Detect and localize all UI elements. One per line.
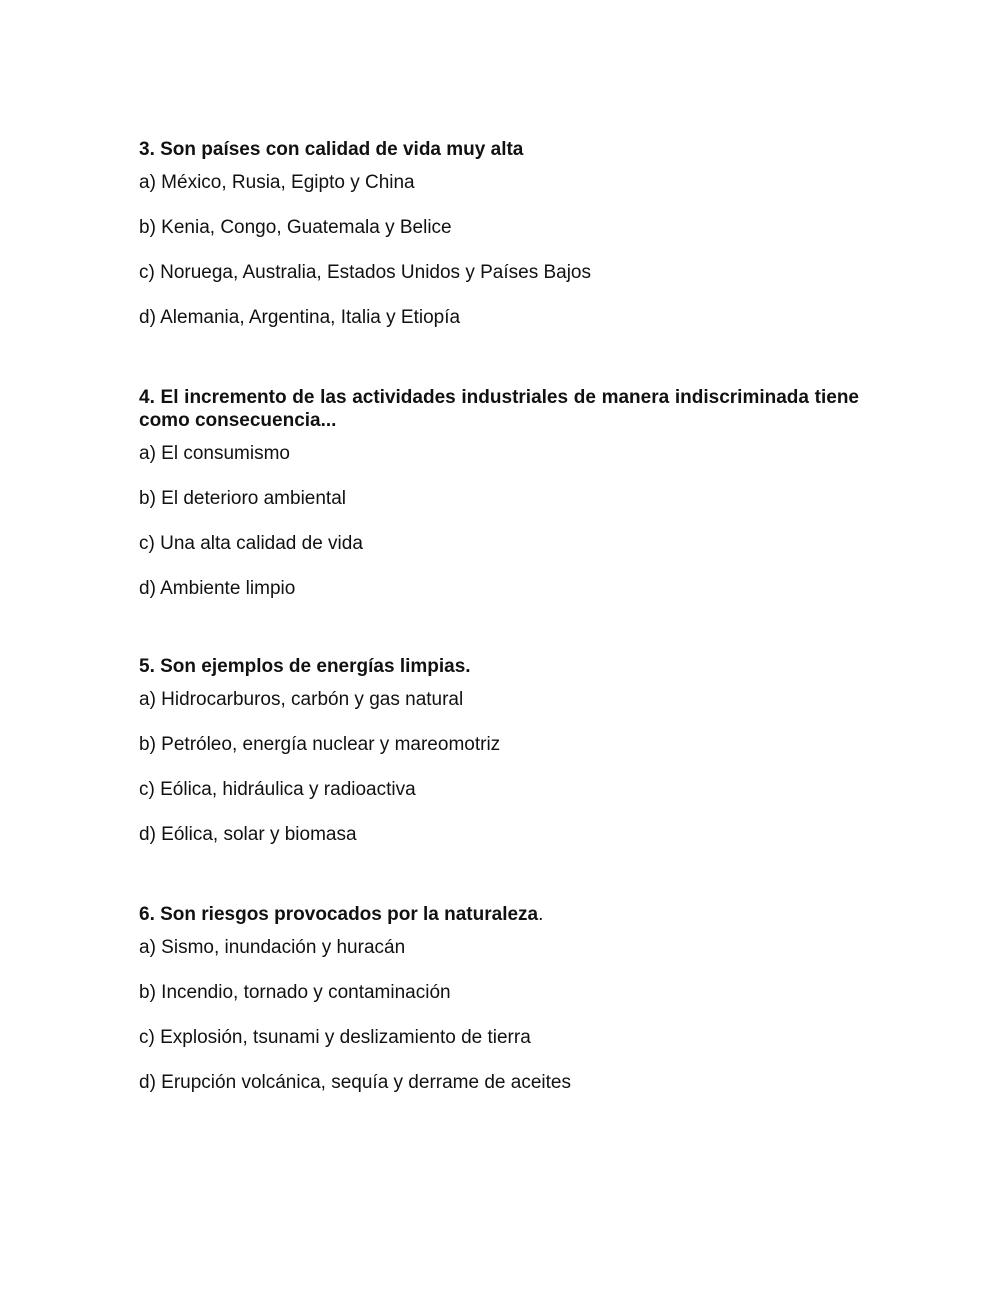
question-title: 6. Son riesgos provocados por la naturaleza. bbox=[139, 904, 544, 925]
question-title: 3. Son países con calidad de vida muy alta bbox=[139, 139, 524, 160]
question-title: 4. El incremento de las actividades industriales de manera indiscriminada tiene como consecuencia... bbox=[139, 387, 859, 431]
answer-option-a[interactable]: a) Sismo, inundación y huracán bbox=[139, 937, 406, 958]
question-4 bbox=[139, 386, 859, 622]
answer-option-b[interactable]: b) Petróleo, energía nuclear y mareomotriz bbox=[139, 734, 501, 755]
answer-options bbox=[139, 442, 859, 600]
question-5 bbox=[139, 655, 859, 868]
answer-options bbox=[139, 171, 859, 329]
answer-option-c[interactable]: c) Una alta calidad de vida bbox=[139, 533, 363, 554]
answer-option-a[interactable]: a) México, Rusia, Egipto y China bbox=[139, 172, 415, 193]
answer-option-c[interactable]: c) Eólica, hidráulica y radioactiva bbox=[139, 779, 416, 800]
question-3 bbox=[139, 138, 859, 351]
answer-option-d[interactable]: d) Ambiente limpio bbox=[139, 578, 296, 599]
answer-option-c[interactable]: c) Explosión, tsunami y deslizamiento de tierra bbox=[139, 1027, 531, 1048]
answer-option-b[interactable]: b) El deterioro ambiental bbox=[139, 488, 346, 509]
answer-option-a[interactable]: a) Hidrocarburos, carbón y gas natural bbox=[139, 689, 464, 710]
answer-options bbox=[139, 936, 859, 1094]
answer-option-a[interactable]: a) El consumismo bbox=[139, 443, 290, 464]
answer-option-d[interactable]: d) Erupción volcánica, sequía y derrame de aceites bbox=[139, 1072, 571, 1093]
answer-option-d[interactable]: d) Alemania, Argentina, Italia y Etiopía bbox=[139, 307, 461, 328]
answer-option-b[interactable]: b) Kenia, Congo, Guatemala y Belice bbox=[139, 217, 452, 238]
question-title: 5. Son ejemplos de energías limpias. bbox=[139, 656, 471, 677]
answer-option-b[interactable]: b) Incendio, tornado y contaminación bbox=[139, 982, 451, 1003]
answer-option-d[interactable]: d) Eólica, solar y biomasa bbox=[139, 824, 357, 845]
answer-options bbox=[139, 688, 859, 846]
question-6 bbox=[139, 903, 859, 1116]
answer-option-c[interactable]: c) Noruega, Australia, Estados Unidos y Países Bajos bbox=[139, 262, 592, 283]
